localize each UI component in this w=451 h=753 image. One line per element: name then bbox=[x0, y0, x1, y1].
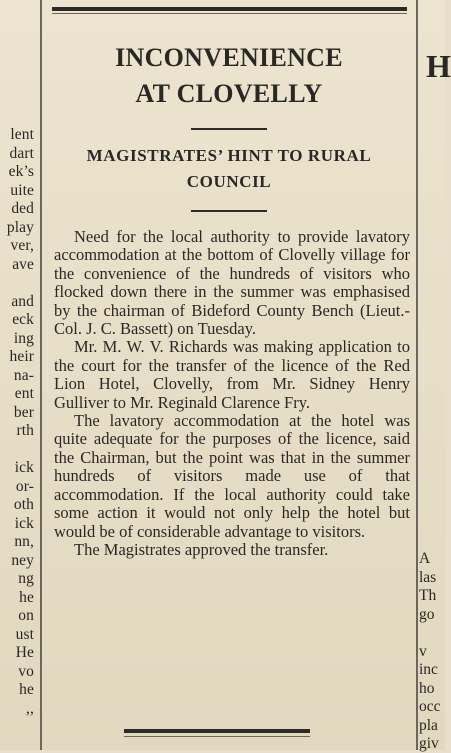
body-paragraph: Need for the local authority to provide lavatory accommodation at the bottom of Clovelly village for the convenience of the hundreds of visitors who flocked down there in the summer was emphasised by the chairman of Bideford County Bench (Lieut.-Col. J. C. Bassett) on Tuesday. bbox=[54, 227, 410, 339]
left-column-fragment: ng bbox=[18, 570, 34, 587]
left-column-fragment: ick bbox=[14, 514, 34, 532]
headline bbox=[44, 40, 414, 112]
right-column-fragment: occ bbox=[419, 698, 441, 715]
left-column-fragment: ust bbox=[15, 625, 34, 643]
left-column-fragment: ded bbox=[11, 200, 34, 217]
divider-rule bbox=[191, 210, 267, 212]
column-rule-right bbox=[416, 0, 418, 750]
left-column-fragment: ,, bbox=[26, 699, 34, 717]
left-column-fragment: ber bbox=[13, 403, 34, 421]
left-column-fragment: or- bbox=[15, 477, 34, 495]
right-column-fragment: A bbox=[419, 550, 431, 567]
left-column-fragment: na- bbox=[13, 366, 34, 384]
right-column-fragment: ho bbox=[419, 679, 435, 697]
left-column-fragment: ave bbox=[12, 255, 34, 273]
left-column-fragment: he bbox=[19, 588, 34, 606]
article bbox=[44, 0, 414, 750]
left-column-fragment: heir bbox=[9, 348, 34, 365]
bottom-rule-thin bbox=[124, 736, 310, 737]
left-column-fragment: ing bbox=[13, 329, 34, 347]
right-column-fragment: go bbox=[419, 605, 435, 623]
right-column-fragment: pla bbox=[419, 716, 438, 734]
headline-line-1: INCONVENIENCE bbox=[115, 43, 343, 72]
left-column-fragment: vo bbox=[18, 662, 34, 680]
article-body bbox=[54, 228, 410, 559]
left-column-fragment: ent bbox=[14, 385, 34, 402]
left-column-fragment: he bbox=[19, 681, 34, 698]
left-column-fragment: on bbox=[18, 607, 34, 624]
subheadline-line-1: MAGISTRATES’ HINT TO RURAL bbox=[86, 146, 372, 165]
divider-rule bbox=[191, 128, 267, 130]
left-column-fragment: rth bbox=[16, 422, 34, 439]
left-column-fragment: ick bbox=[14, 459, 34, 476]
left-column-fragment: dart bbox=[9, 144, 34, 162]
left-column-fragment: uite bbox=[10, 181, 34, 199]
adjacent-column-left bbox=[0, 126, 34, 750]
adjacent-column-right bbox=[419, 0, 451, 752]
right-headline-letter: H bbox=[426, 48, 451, 84]
right-column-fragment: v bbox=[419, 642, 427, 660]
body-paragraph: The Magistrates approved the transfer. bbox=[74, 539, 329, 559]
subheadline bbox=[44, 143, 414, 195]
column-rule-left bbox=[40, 0, 42, 750]
right-column-fragment: giv bbox=[419, 735, 439, 752]
body-paragraph: Mr. M. W. V. Richards was making application to the court for the transfer of the licence of the Red Lion Hotel, Clovelly, from Mr. Sidney Henry Gulliver to Mr. Reginald Clarence Fry. bbox=[54, 337, 410, 412]
left-column-fragment: He bbox=[15, 644, 34, 661]
left-column-fragment: eck bbox=[12, 311, 34, 328]
right-column-fragment: Th bbox=[419, 587, 437, 604]
left-column-fragment: and bbox=[11, 292, 34, 310]
right-column-fragment: inc bbox=[419, 661, 438, 678]
subheadline-line-2: COUNCIL bbox=[186, 172, 272, 191]
body-paragraph: The lavatory accommodation at the hotel was quite adequate for the purposes of the licence, said the Chairman, but the point was that in the summer hundreds of visitors made use of that accommodation. If the local authority could take some action it would not only help the hotel but would be of considerable advantage to visitors. bbox=[54, 411, 410, 541]
left-column-fragment: ney bbox=[11, 551, 34, 569]
left-column-fragment: ver, bbox=[10, 237, 34, 254]
left-column-fragment: lent bbox=[10, 126, 34, 143]
left-column-fragment: play bbox=[6, 218, 34, 236]
right-column-fragment: las bbox=[419, 568, 437, 586]
left-column-fragment: nn, bbox=[14, 533, 34, 550]
left-column-fragment: ek’s bbox=[8, 163, 34, 180]
headline-line-2: AT CLOVELLY bbox=[135, 79, 323, 108]
left-column-fragment: oth bbox=[13, 496, 34, 513]
bottom-rule bbox=[124, 729, 310, 733]
